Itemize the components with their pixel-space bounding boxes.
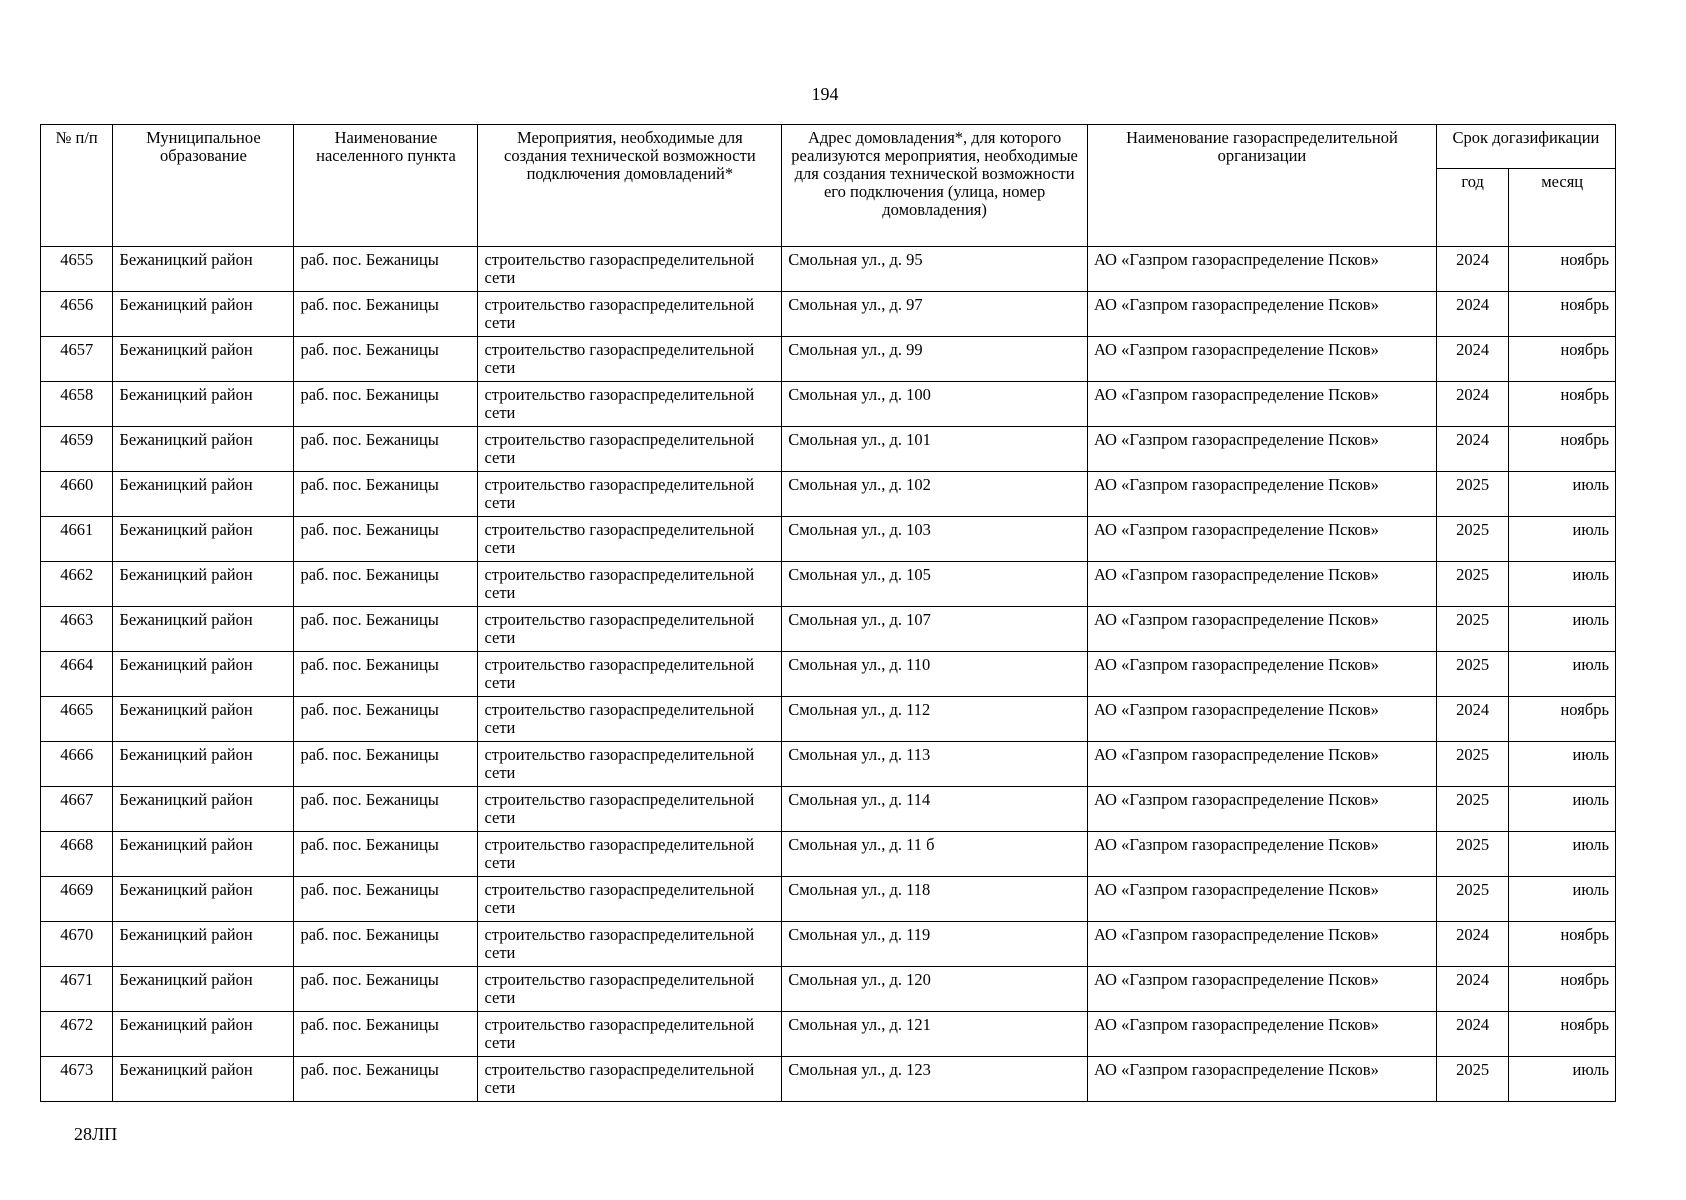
cell-address: Смольная ул., д. 11 б (782, 832, 1088, 877)
cell-organization: АО «Газпром газораспределение Псков» (1087, 922, 1436, 967)
table-row (41, 607, 1616, 652)
table-row (41, 652, 1616, 697)
cell-measure: строительство газораспределительной сети (478, 472, 782, 517)
cell-month: ноябрь (1509, 382, 1616, 427)
cell-municipality: Бежаницкий район (113, 877, 294, 922)
cell-municipality: Бежаницкий район (113, 292, 294, 337)
table-row (41, 382, 1616, 427)
cell-num: 4660 (41, 472, 113, 517)
cell-measure: строительство газораспределительной сети (478, 562, 782, 607)
cell-month: ноябрь (1509, 292, 1616, 337)
cell-locality: раб. пос. Бежаницы (294, 922, 478, 967)
cell-organization: АО «Газпром газораспределение Псков» (1087, 472, 1436, 517)
header-municipality: Муниципальное образование (113, 125, 294, 247)
cell-year: 2024 (1436, 382, 1508, 427)
cell-locality: раб. пос. Бежаницы (294, 472, 478, 517)
cell-measure: строительство газораспределительной сети (478, 1012, 782, 1057)
cell-month: июль (1509, 742, 1616, 787)
header-organization: Наименование газораспределительной организации (1087, 125, 1436, 247)
cell-organization: АО «Газпром газораспределение Псков» (1087, 742, 1436, 787)
cell-month: июль (1509, 472, 1616, 517)
cell-locality: раб. пос. Бежаницы (294, 427, 478, 472)
cell-num: 4661 (41, 517, 113, 562)
cell-measure: строительство газораспределительной сети (478, 337, 782, 382)
cell-organization: АО «Газпром газораспределение Псков» (1087, 337, 1436, 382)
cell-organization: АО «Газпром газораспределение Псков» (1087, 832, 1436, 877)
table-body (41, 247, 1616, 1102)
cell-address: Смольная ул., д. 95 (782, 247, 1088, 292)
cell-locality: раб. пос. Бежаницы (294, 697, 478, 742)
cell-municipality: Бежаницкий район (113, 337, 294, 382)
cell-address: Смольная ул., д. 121 (782, 1012, 1088, 1057)
table-row (41, 787, 1616, 832)
cell-locality: раб. пос. Бежаницы (294, 652, 478, 697)
cell-month: ноябрь (1509, 427, 1616, 472)
cell-year: 2025 (1436, 607, 1508, 652)
cell-locality: раб. пос. Бежаницы (294, 967, 478, 1012)
cell-num: 4665 (41, 697, 113, 742)
footer-code: 28ЛП (74, 1124, 118, 1144)
cell-year: 2025 (1436, 517, 1508, 562)
header-term: Срок догазификации (1436, 125, 1615, 169)
header-locality: Наименование населенного пункта (294, 125, 478, 247)
cell-organization: АО «Газпром газораспределение Псков» (1087, 1012, 1436, 1057)
cell-municipality: Бежаницкий район (113, 382, 294, 427)
table-row (41, 562, 1616, 607)
cell-measure: строительство газораспределительной сети (478, 427, 782, 472)
cell-measure: строительство газораспределительной сети (478, 697, 782, 742)
cell-measure: строительство газораспределительной сети (478, 517, 782, 562)
header-measures: Мероприятия, необходимые для создания технической возможности подключения домовладений* (478, 125, 782, 247)
cell-year: 2024 (1436, 427, 1508, 472)
table-row (41, 697, 1616, 742)
cell-address: Смольная ул., д. 118 (782, 877, 1088, 922)
cell-year: 2025 (1436, 832, 1508, 877)
cell-organization: АО «Газпром газораспределение Псков» (1087, 877, 1436, 922)
cell-year: 2025 (1436, 472, 1508, 517)
cell-year: 2025 (1436, 877, 1508, 922)
cell-address: Смольная ул., д. 112 (782, 697, 1088, 742)
cell-municipality: Бежаницкий район (113, 742, 294, 787)
table-row (41, 967, 1616, 1012)
cell-municipality: Бежаницкий район (113, 832, 294, 877)
header-year: год (1436, 169, 1508, 247)
cell-measure: строительство газораспределительной сети (478, 967, 782, 1012)
cell-municipality: Бежаницкий район (113, 922, 294, 967)
cell-num: 4662 (41, 562, 113, 607)
cell-municipality: Бежаницкий район (113, 652, 294, 697)
cell-organization: АО «Газпром газораспределение Псков» (1087, 652, 1436, 697)
cell-locality: раб. пос. Бежаницы (294, 742, 478, 787)
cell-address: Смольная ул., д. 107 (782, 607, 1088, 652)
cell-month: июль (1509, 562, 1616, 607)
cell-municipality: Бежаницкий район (113, 517, 294, 562)
cell-organization: АО «Газпром газораспределение Псков» (1087, 787, 1436, 832)
cell-organization: АО «Газпром газораспределение Псков» (1087, 967, 1436, 1012)
cell-year: 2025 (1436, 562, 1508, 607)
cell-num: 4663 (41, 607, 113, 652)
cell-month: июль (1509, 877, 1616, 922)
cell-year: 2024 (1436, 697, 1508, 742)
cell-year: 2024 (1436, 1012, 1508, 1057)
cell-measure: строительство газораспределительной сети (478, 922, 782, 967)
cell-num: 4671 (41, 967, 113, 1012)
cell-locality: раб. пос. Бежаницы (294, 1057, 478, 1102)
cell-address: Смольная ул., д. 101 (782, 427, 1088, 472)
cell-month: июль (1509, 832, 1616, 877)
cell-organization: АО «Газпром газораспределение Псков» (1087, 517, 1436, 562)
cell-municipality: Бежаницкий район (113, 562, 294, 607)
cell-month: июль (1509, 1057, 1616, 1102)
cell-address: Смольная ул., д. 110 (782, 652, 1088, 697)
table-header (41, 125, 1616, 247)
cell-year: 2024 (1436, 292, 1508, 337)
cell-municipality: Бежаницкий район (113, 1057, 294, 1102)
cell-year: 2024 (1436, 337, 1508, 382)
table-row (41, 1012, 1616, 1057)
cell-month: ноябрь (1509, 337, 1616, 382)
cell-measure: строительство газораспределительной сети (478, 247, 782, 292)
table-row (41, 247, 1616, 292)
table-row (41, 472, 1616, 517)
cell-month: ноябрь (1509, 1012, 1616, 1057)
cell-year: 2025 (1436, 652, 1508, 697)
cell-measure: строительство газораспределительной сети (478, 1057, 782, 1102)
cell-num: 4669 (41, 877, 113, 922)
gasification-table (40, 124, 1616, 1102)
cell-num: 4666 (41, 742, 113, 787)
cell-municipality: Бежаницкий район (113, 787, 294, 832)
cell-month: июль (1509, 652, 1616, 697)
cell-month: июль (1509, 607, 1616, 652)
header-address: Адрес домовладения*, для которого реализуются мероприятия, необходимые для создания технической возможности его подключения (улица, номер домовладения) (782, 125, 1088, 247)
cell-measure: строительство газораспределительной сети (478, 292, 782, 337)
cell-num: 4672 (41, 1012, 113, 1057)
table-row (41, 877, 1616, 922)
table-row (41, 922, 1616, 967)
cell-num: 4664 (41, 652, 113, 697)
cell-organization: АО «Газпром газораспределение Псков» (1087, 562, 1436, 607)
cell-organization: АО «Газпром газораспределение Псков» (1087, 697, 1436, 742)
cell-locality: раб. пос. Бежаницы (294, 382, 478, 427)
cell-address: Смольная ул., д. 99 (782, 337, 1088, 382)
cell-measure: строительство газораспределительной сети (478, 652, 782, 697)
cell-year: 2025 (1436, 1057, 1508, 1102)
cell-municipality: Бежаницкий район (113, 607, 294, 652)
cell-address: Смольная ул., д. 119 (782, 922, 1088, 967)
table-row (41, 742, 1616, 787)
cell-address: Смольная ул., д. 105 (782, 562, 1088, 607)
cell-organization: АО «Газпром газораспределение Псков» (1087, 247, 1436, 292)
cell-year: 2024 (1436, 247, 1508, 292)
cell-year: 2025 (1436, 787, 1508, 832)
cell-measure: строительство газораспределительной сети (478, 832, 782, 877)
cell-month: ноябрь (1509, 697, 1616, 742)
cell-num: 4656 (41, 292, 113, 337)
cell-measure: строительство газораспределительной сети (478, 877, 782, 922)
cell-municipality: Бежаницкий район (113, 427, 294, 472)
cell-locality: раб. пос. Бежаницы (294, 832, 478, 877)
cell-organization: АО «Газпром газораспределение Псков» (1087, 382, 1436, 427)
cell-month: июль (1509, 787, 1616, 832)
cell-year: 2025 (1436, 742, 1508, 787)
table-row (41, 1057, 1616, 1102)
cell-locality: раб. пос. Бежаницы (294, 292, 478, 337)
cell-measure: строительство газораспределительной сети (478, 607, 782, 652)
cell-num: 4667 (41, 787, 113, 832)
cell-num: 4657 (41, 337, 113, 382)
cell-municipality: Бежаницкий район (113, 472, 294, 517)
table-row (41, 337, 1616, 382)
cell-num: 4655 (41, 247, 113, 292)
cell-measure: строительство газораспределительной сети (478, 787, 782, 832)
cell-municipality: Бежаницкий район (113, 1012, 294, 1057)
cell-num: 4659 (41, 427, 113, 472)
cell-locality: раб. пос. Бежаницы (294, 562, 478, 607)
cell-num: 4658 (41, 382, 113, 427)
cell-num: 4668 (41, 832, 113, 877)
cell-municipality: Бежаницкий район (113, 247, 294, 292)
cell-locality: раб. пос. Бежаницы (294, 607, 478, 652)
table-row (41, 292, 1616, 337)
cell-municipality: Бежаницкий район (113, 967, 294, 1012)
cell-num: 4673 (41, 1057, 113, 1102)
cell-month: ноябрь (1509, 922, 1616, 967)
cell-organization: АО «Газпром газораспределение Псков» (1087, 607, 1436, 652)
header-num: № п/п (41, 125, 113, 247)
cell-measure: строительство газораспределительной сети (478, 382, 782, 427)
cell-month: ноябрь (1509, 967, 1616, 1012)
cell-address: Смольная ул., д. 120 (782, 967, 1088, 1012)
cell-locality: раб. пос. Бежаницы (294, 337, 478, 382)
cell-address: Смольная ул., д. 123 (782, 1057, 1088, 1102)
cell-locality: раб. пос. Бежаницы (294, 247, 478, 292)
table-row (41, 517, 1616, 562)
cell-address: Смольная ул., д. 100 (782, 382, 1088, 427)
cell-locality: раб. пос. Бежаницы (294, 877, 478, 922)
cell-year: 2024 (1436, 967, 1508, 1012)
cell-address: Смольная ул., д. 114 (782, 787, 1088, 832)
table-row (41, 832, 1616, 877)
cell-num: 4670 (41, 922, 113, 967)
cell-municipality: Бежаницкий район (113, 697, 294, 742)
cell-locality: раб. пос. Бежаницы (294, 1012, 478, 1057)
cell-organization: АО «Газпром газораспределение Псков» (1087, 1057, 1436, 1102)
cell-year: 2024 (1436, 922, 1508, 967)
cell-address: Смольная ул., д. 97 (782, 292, 1088, 337)
cell-locality: раб. пос. Бежаницы (294, 787, 478, 832)
cell-organization: АО «Газпром газораспределение Псков» (1087, 427, 1436, 472)
cell-month: ноябрь (1509, 247, 1616, 292)
table-row (41, 427, 1616, 472)
cell-measure: строительство газораспределительной сети (478, 742, 782, 787)
page-number: 194 (811, 84, 839, 104)
cell-locality: раб. пос. Бежаницы (294, 517, 478, 562)
cell-month: июль (1509, 517, 1616, 562)
header-month: месяц (1509, 169, 1616, 247)
cell-address: Смольная ул., д. 103 (782, 517, 1088, 562)
cell-address: Смольная ул., д. 102 (782, 472, 1088, 517)
cell-organization: АО «Газпром газораспределение Псков» (1087, 292, 1436, 337)
cell-address: Смольная ул., д. 113 (782, 742, 1088, 787)
